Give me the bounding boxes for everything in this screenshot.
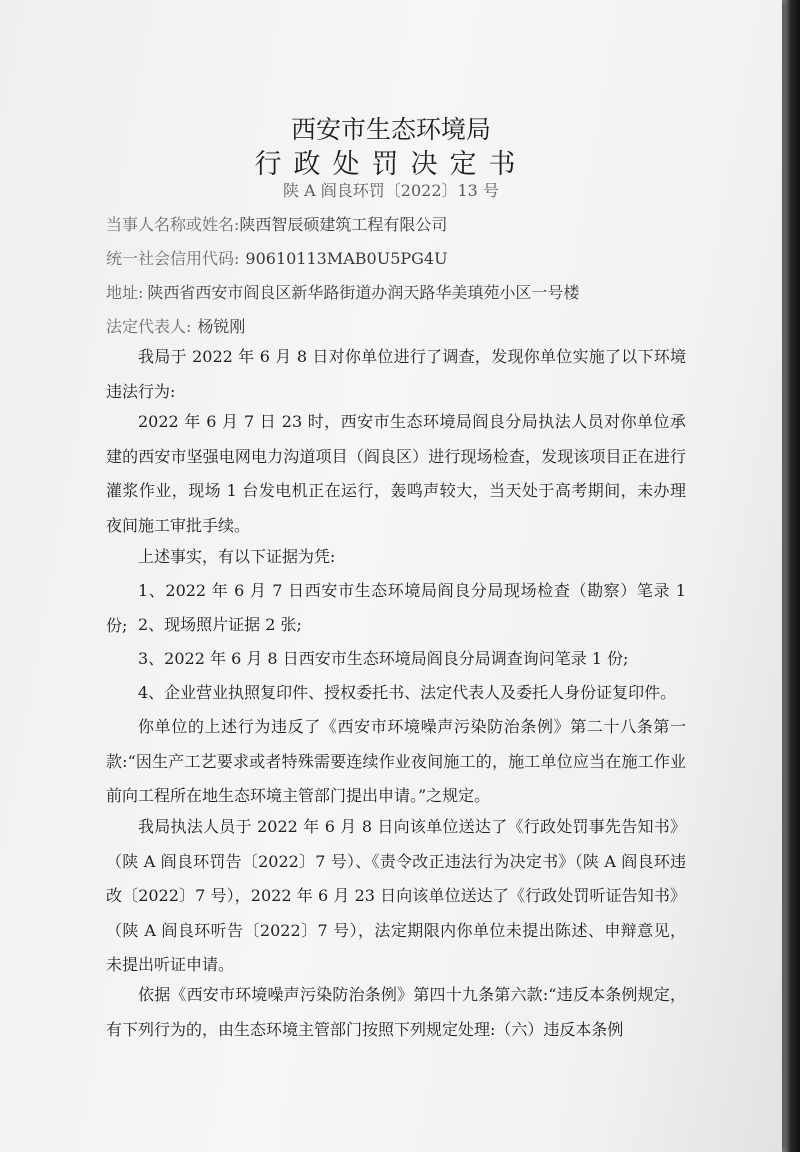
violation-facts-paragraph: 2022 年 6 月 7 日 23 时，西安市生态环境局阎良分局执法人员对你单位承建的西安市坚强电网电力沟道项目（阎良区）进行现场检查，发现该项目正在进行灌浆作业，现场 1 台发电机正在运行，轰鸣声较大，当天处于高考期间，未办理夜间施工审批手续。 (106, 412, 686, 535)
document-type-title: 行政处罚决定书 (254, 149, 528, 180)
credit-code-label: 统一社会信用代码: (106, 249, 240, 268)
notice-delivery-paragraph: 我局执法人员于 2022 年 6 月 8 日向该单位送达了《行政处罚事先告知书》（陕 A 阎良环罚告〔2022〕7 号）、《责令改正违法行为决定书》（陕 A 阎良环违改〔2022〕7 号），2022 年 6 月 23 日向该单位送达了《行政处罚听证告知书》（陕 A 阎良环听告〔2022〕7 号），法定期限内你单位未提出陈述、申辩意见，未提出听证申请。 (106, 817, 686, 974)
party-name-value: 陕西智辰硕建筑工程有限公司 (239, 215, 448, 234)
evidence-intro: 上述事实，有以下证据为凭: (138, 547, 336, 566)
penalty-basis-paragraph: 依据《西安市环境噪声污染防治条例》第四十九条第六款:“违反本条例规定，有下列行为的，由生态环境主管部门按照下列规定处理:（六）违反本条例 (106, 985, 686, 1039)
evidence-item-4: 4、企业营业执照复印件、授权委托书、法定代表人及委托人身份证复印件。 (138, 683, 677, 702)
address-label: 地址: (106, 283, 144, 302)
address-field (106, 280, 579, 303)
credit-code-field (106, 246, 448, 269)
evidence-item-2: 2、现场照片证据 2 张; (138, 615, 302, 634)
legal-representative-label: 法定代表人: (106, 317, 192, 336)
investigation-paragraph: 我局于 2022 年 6 月 8 日对你单位进行了调查，发现你单位实施了以下环境违法行为: (106, 347, 686, 401)
legal-violation-paragraph: 你单位的上述行为违反了《西安市环境噪声污染防治条例》第二十八条第一款:“因生产工艺要求或者特殊需要连续作业夜间施工的，施工单位应当在施工作业前向工程所在地生态环境主管部门提出申请。”之规定。 (106, 717, 686, 805)
address-value: 陕西省西安市阎良区新华路街道办润天路华美瑱苑小区一号楼 (147, 283, 580, 302)
party-name-field (106, 212, 447, 235)
party-name-label: 当事人名称或姓名: (106, 215, 240, 234)
document-number: 陕 A 阎良环罚〔2022〕13 号 (283, 181, 499, 200)
legal-representative-value: 杨锐刚 (197, 317, 246, 336)
credit-code-value: 90610113MAB0U5PG4U (245, 249, 448, 268)
evidence-item-3: 3、2022 年 6 月 8 日西安市生态环境局阎良分局调查询问笔录 1 份; (138, 649, 629, 668)
legal-representative-field (106, 314, 245, 337)
evidence-item-1: 1、2022 年 6 月 7 日西安市生态环境局阎良分局现场检查（勘察）笔录 1 份; (106, 581, 686, 635)
issuing-authority-title: 西安市生态环境局 (290, 115, 491, 144)
